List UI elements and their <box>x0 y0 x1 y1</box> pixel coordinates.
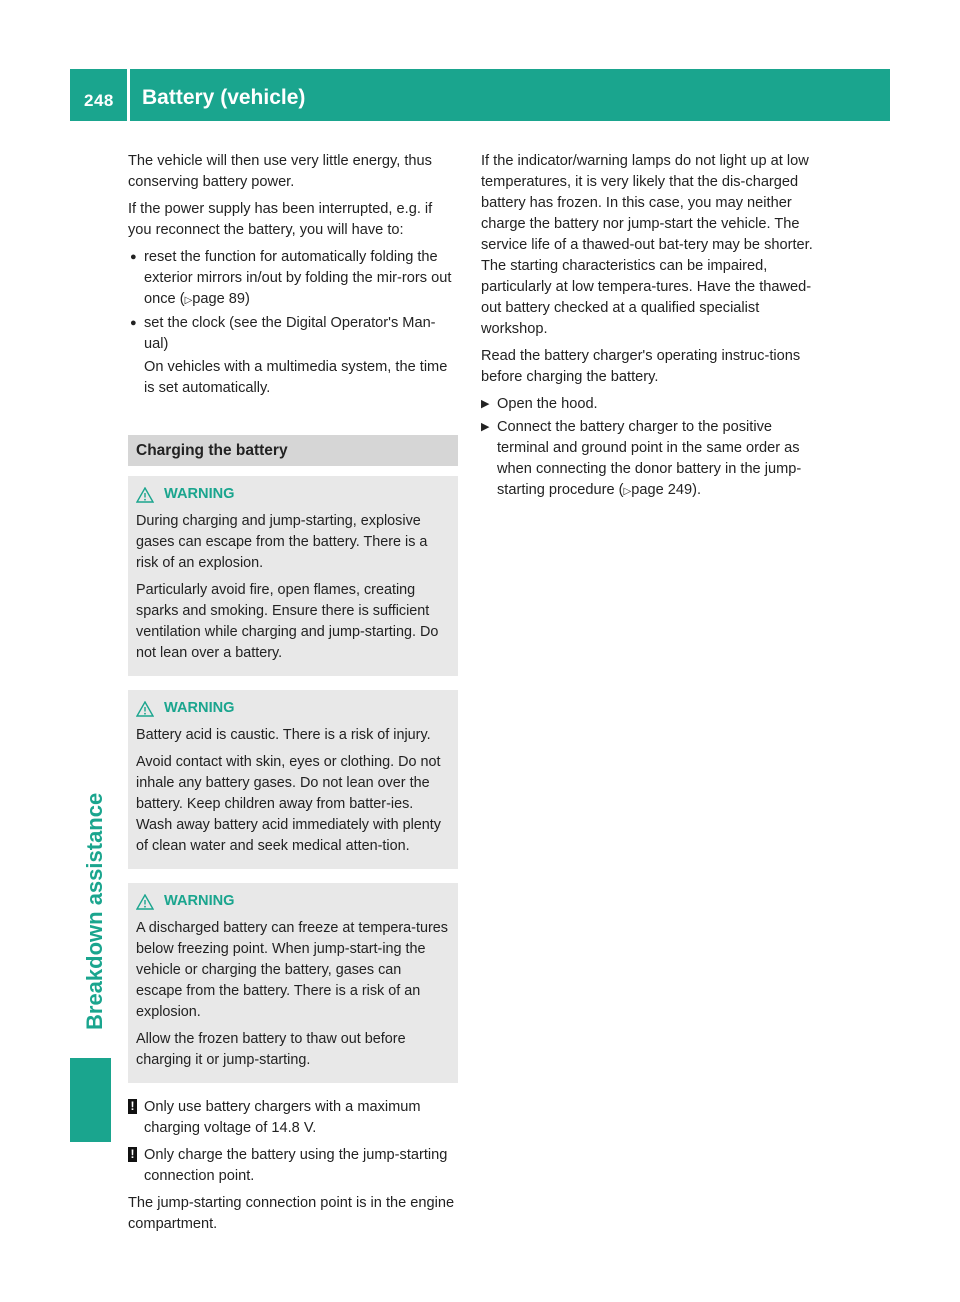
step-close: ). <box>692 482 702 498</box>
warning-title: WARNING <box>164 486 235 502</box>
final-paragraph: The jump-starting connection point is in the engine compartment. <box>128 1195 455 1232</box>
exclamation-icon: ! <box>128 1099 137 1114</box>
warning-triangle-icon <box>136 487 154 503</box>
list-item-text: reset the function for automatically folding the exterior mirrors in/out by folding the mir-rors out once ( <box>144 249 452 307</box>
warning-box <box>128 690 458 869</box>
bullet-icon: ● <box>130 317 137 329</box>
step-item <box>481 417 813 502</box>
intro-paragraph: The vehicle will then use very little energy, thus conserving battery power. <box>128 153 432 190</box>
step-arrow-icon: ▶ <box>481 421 490 433</box>
page-ref-link[interactable]: page 89 <box>192 291 246 307</box>
warning-title: WARNING <box>164 700 235 716</box>
warning-text: A discharged battery can freeze at tempera-tures below freezing point. When jump-start-ing the vehicle or charging the battery, gases can escape from the battery. There is a risk of an explosion. <box>136 920 448 1020</box>
step-text: Open the hood. <box>497 396 598 412</box>
list-item-subtext: On vehicles with a multimedia system, the time is set automatically. <box>144 359 448 396</box>
step-arrow-icon: ▶ <box>481 398 490 410</box>
step-text: Connect the battery charger to the positive terminal and ground point in the same order as when connecting the donor battery in the jump-starting procedure ( <box>497 419 802 498</box>
warning-triangle-icon <box>136 701 154 717</box>
interrupted-paragraph: If the power supply has been interrupted, e.g. if you reconnect the battery, you will have to: <box>128 201 433 238</box>
note-text: Only use battery chargers with a maximum charging voltage of 14.8 V. <box>144 1099 421 1136</box>
page-ref-link[interactable]: page 249 <box>631 482 693 498</box>
left-column <box>128 151 458 1241</box>
section-title: Battery (vehicle) <box>142 86 306 109</box>
list-item-close: ) <box>245 291 250 307</box>
step-item <box>481 394 813 415</box>
warning-text: During charging and jump-starting, explosive gases can escape from the battery. There is a risk of an explosion. <box>136 513 428 571</box>
list-item <box>128 247 458 311</box>
warning-box <box>128 476 458 676</box>
charger-instructions-paragraph: Read the battery charger's operating instruc-tions before charging the battery. <box>481 348 801 385</box>
warning-text: Particularly avoid fire, open flames, creating sparks and smoking. Ensure there is sufficient ventilation while charging and jump-starting. Do not lean over a battery. <box>136 582 439 661</box>
right-column <box>481 151 813 504</box>
list-item <box>128 313 458 399</box>
frozen-paragraph: If the indicator/warning lamps do not light up at low temperatures, it is very likely that the dis-charged battery has frozen. In this case, you may neither charge the battery nor jump-start the vehicle. The service life of a thawed-out bat-tery may be shorter. The starting characteristics can be impaired, particularly at low tempera-tures. Have the thawed-out battery checked at a qualified specialist workshop. <box>481 153 813 337</box>
page-ref-arrow-icon: ▷ <box>623 486 632 497</box>
warning-triangle-icon <box>136 894 154 910</box>
list-item-text: set the clock (see the Digital Operator's Man-ual) <box>144 315 436 352</box>
section-heading: Charging the battery <box>128 435 458 466</box>
warning-header <box>136 484 450 505</box>
warning-header <box>136 891 450 912</box>
warning-text: Avoid contact with skin, eyes or clothing. Do not inhale any battery gases. Do not lean over the battery. Keep children away from batter-ies. Wash away battery acid immediately with plenty of clean water and seek medical atten-tion. <box>136 754 441 854</box>
page-header <box>70 69 890 121</box>
warning-header <box>136 698 450 719</box>
note-text: Only charge the battery using the jump-starting connection point. <box>144 1147 448 1184</box>
header-divider <box>127 69 130 121</box>
side-section-label: Breakdown assistance <box>82 792 107 1030</box>
warning-title: WARNING <box>164 893 235 909</box>
exclamation-icon: ! <box>128 1147 137 1162</box>
page-ref-arrow-icon: ▷ <box>184 295 193 306</box>
side-tab-marker <box>70 1058 111 1142</box>
page-number: 248 <box>84 91 114 110</box>
note-item <box>128 1097 458 1139</box>
warning-text: Allow the frozen battery to thaw out before charging it or jump-starting. <box>136 1031 406 1068</box>
warning-text: Battery acid is caustic. There is a risk of injury. <box>136 727 431 743</box>
note-item <box>128 1145 458 1187</box>
bullet-icon: ● <box>130 251 137 263</box>
warning-box <box>128 883 458 1083</box>
